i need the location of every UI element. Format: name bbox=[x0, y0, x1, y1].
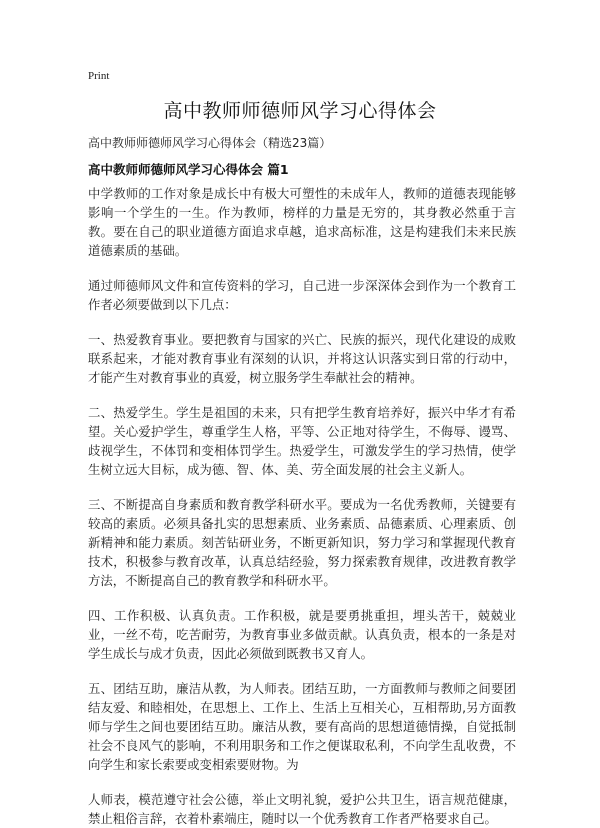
paragraph-point-2: 二、热爱学生。学生是祖国的未来，只有把学生教育培养好，振兴中华才有希望。关心爱护学生，尊重学生人格，平等、公正地对待学生，不侮辱、谩骂、歧视学生，不体罚和变相体罚学生。热爱学生，可激发学生的学习热情，使学生树立远大目标，成为德、智、体、美、劳全面发展的社会主义新人。 bbox=[88, 405, 516, 477]
paragraph-continuation: 人师表，模范遵守社会公德，举止文明礼貌，爱护公共卫生，语言规范健康，禁止粗俗言辞，衣着朴素端庄，随时以一个优秀教育工作者严格要求自己。 bbox=[88, 792, 516, 826]
paragraph-lead-in: 通过师德师风文件和宣传资料的学习，自己进一步深深体会到作为一个教育工作者必须要做到以下几点： bbox=[88, 278, 516, 312]
paragraph-point-4: 四、工作积极、认真负责。工作积极，就是要勇挑重担，埋头苦干，兢兢业业，一丝不苟，吃苦耐劳，为教育事业多做贡献。认真负责，根本的一条是对学生成长与成才负责，因此必须做到既教书又育人。 bbox=[88, 608, 516, 661]
print-label: Print bbox=[88, 70, 110, 82]
section-heading: 高中教师师德师风学习心得体会 篇1 bbox=[88, 162, 289, 177]
document-title: 高中教师师德师风学习心得体会 bbox=[163, 100, 437, 122]
paragraph-intro: 中学教师的工作对象是成长中有极大可塑性的未成年人，教师的道德表现能够影响一个学生的一生。作为教师，榜样的力量是无穷的，其身教必然重于言教。要在自己的职业道德方面追求卓越，追求高标准，这是构建我们未来民族道德素质的基础。 bbox=[88, 186, 516, 258]
paragraph-point-1: 一、热爱教育事业。要把教育与国家的兴亡、民族的振兴，现代化建设的成败联系起来，才能对教育事业有深刻的认识，并将这认识落实到日常的行动中，才能产生对教育事业的真爱，树立服务学生奉献社会的精神。 bbox=[88, 332, 516, 385]
document-subtitle: 高中教师师德师风学习心得体会（精选23篇） bbox=[88, 136, 332, 150]
article-body bbox=[88, 184, 516, 828]
paragraph-point-3: 三、不断提高自身素质和教育教学科研水平。要成为一名优秀教师，关键要有较高的素质。必须具备扎实的思想素质、业务素质、品德素质、心理素质、创新精神和能力素质。刻苦钻研业务，不断更新知识，努力学习和掌握现代教育技术，积极参与教育改革，认真总结经验，努力探索教育规律，改进教育教学方法，不断提高自己的教育教学和科研水平。 bbox=[88, 497, 516, 588]
paragraph-point-5: 五、团结互助，廉洁从教，为人师表。团结互助，一方面教师与教师之间要团结友爱、和睦相处，在思想上、工作上、生活上互相关心，互相帮助,另方面教师与学生之间也要团结互助。廉洁从教，要有高尚的思想道德情操，自觉抵制社会不良风气的影响，不利用职务和工作之便谋取私利，不向学生乱收费，不向学生和家长索要或变相索要财物。为 bbox=[88, 681, 516, 772]
